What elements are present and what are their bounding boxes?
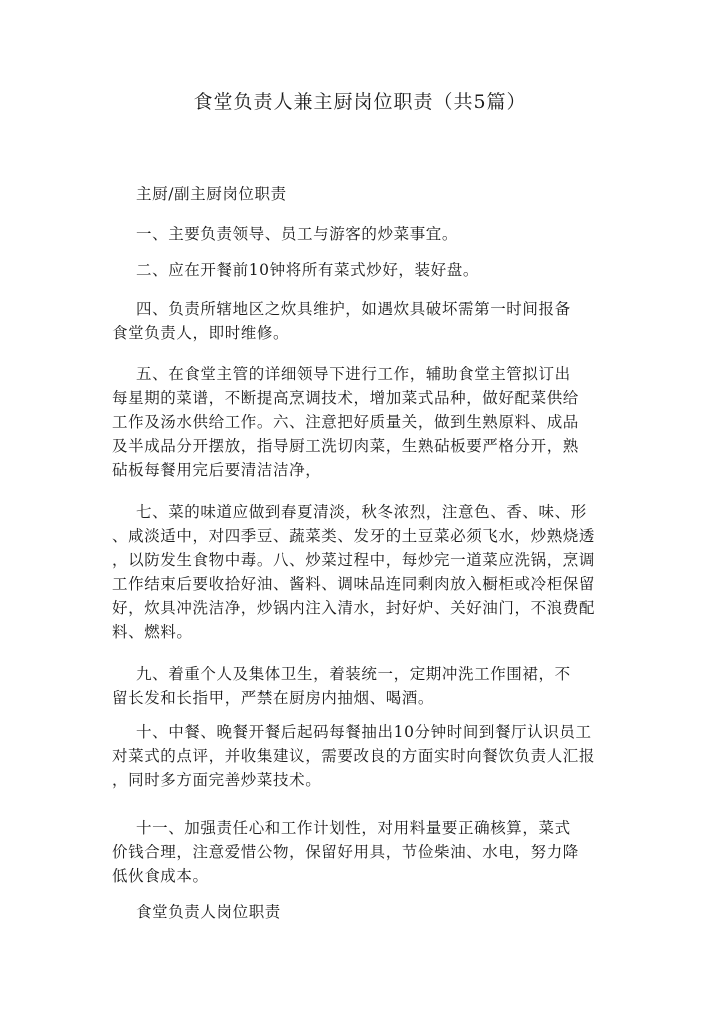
paragraph-8 [112,816,582,888]
paragraph-line: 十、中餐、晚餐开餐后起码每餐抽出10分钟时间到餐厅认识员工 [136,723,592,741]
paragraph-line: 十一、加强责任心和工作计划性，对用料量要正确核算，菜式 [136,819,571,837]
paragraph-line: 四、负责所辖地区之炊具维护，如遇炊具破坏需第一时间报备 [136,300,571,318]
paragraph-line: 砧板每餐用完后要清洁洁净， [112,461,322,479]
paragraph-line: ，以防发生食物中毒。八、炒菜过程中，每炒完一道菜应洗锅，烹调 [112,551,596,569]
paragraph-line: 一、主要负责领导、员工与游客的炒菜事宜。 [136,225,459,243]
paragraph-line: 工作结束后要收拾好油、酱料、调味品连同剩肉放入橱柜或冷柜保留 [112,575,596,593]
paragraph-3 [112,297,582,345]
paragraph-2 [112,258,582,282]
paragraph-line: 每星期的菜谱，不断提高烹调技术，增加菜式品种，做好配菜供给 [112,389,579,407]
section-heading-chef [112,182,582,206]
paragraph-4 [112,362,582,482]
paragraph-line: 、咸淡适中，对四季豆、蔬菜类、发牙的土豆菜必须飞水，炒熟烧透 [112,527,596,545]
paragraph-line: ，同时多方面完善炒菜技术。 [112,771,322,789]
section-heading-line: 食堂负责人岗位职责 [136,903,281,921]
paragraph-line: 九、着重个人及集体卫生，着装统一，定期冲洗工作围裙，不 [136,665,571,683]
paragraph-line: 食堂负责人，即时维修。 [112,324,290,342]
paragraph-line: 低伙食成本。 [112,867,209,885]
paragraph-line: 留长发和长指甲，严禁在厨房内抽烟、喝酒。 [112,689,435,707]
document-title: 食堂负责人兼主厨岗位职责（共5篇） [193,91,527,113]
paragraph-5 [112,500,596,644]
section-heading-manager [112,900,582,924]
paragraph-6 [112,662,582,710]
paragraph-line: 及半成品分开摆放，指导厨工洗切肉菜，生熟砧板要严格分开，熟 [112,437,579,455]
paragraph-line: 工作及汤水供给工作。六、注意把好质量关，做到生熟原料、成品 [112,413,579,431]
paragraph-line: 对菜式的点评，并收集建议，需要改良的方面实时向餐饮负责人汇报 [112,747,596,765]
section-heading-line: 主厨/副主厨岗位职责 [136,185,287,203]
paragraph-line: 七、菜的味道应做到春夏清淡，秋冬浓烈，注意色、香、味、形 [136,503,587,521]
paragraph-1 [112,222,582,246]
paragraph-line: 料、燃料。 [112,623,193,641]
paragraph-line: 价钱合理，注意爱惜公物，保留好用具，节俭柴油、水电，努力降 [112,843,579,861]
paragraph-line: 好，炊具冲洗洁净，炒锅内注入清水，封好炉、关好油门，不浪费配 [112,599,596,617]
paragraph-line: 二、应在开餐前10钟将所有菜式炒好，装好盘。 [136,261,479,279]
paragraph-7 [112,720,596,792]
paragraph-line: 五、在食堂主管的详细领导下进行工作，辅助食堂主管拟订出 [136,365,571,383]
